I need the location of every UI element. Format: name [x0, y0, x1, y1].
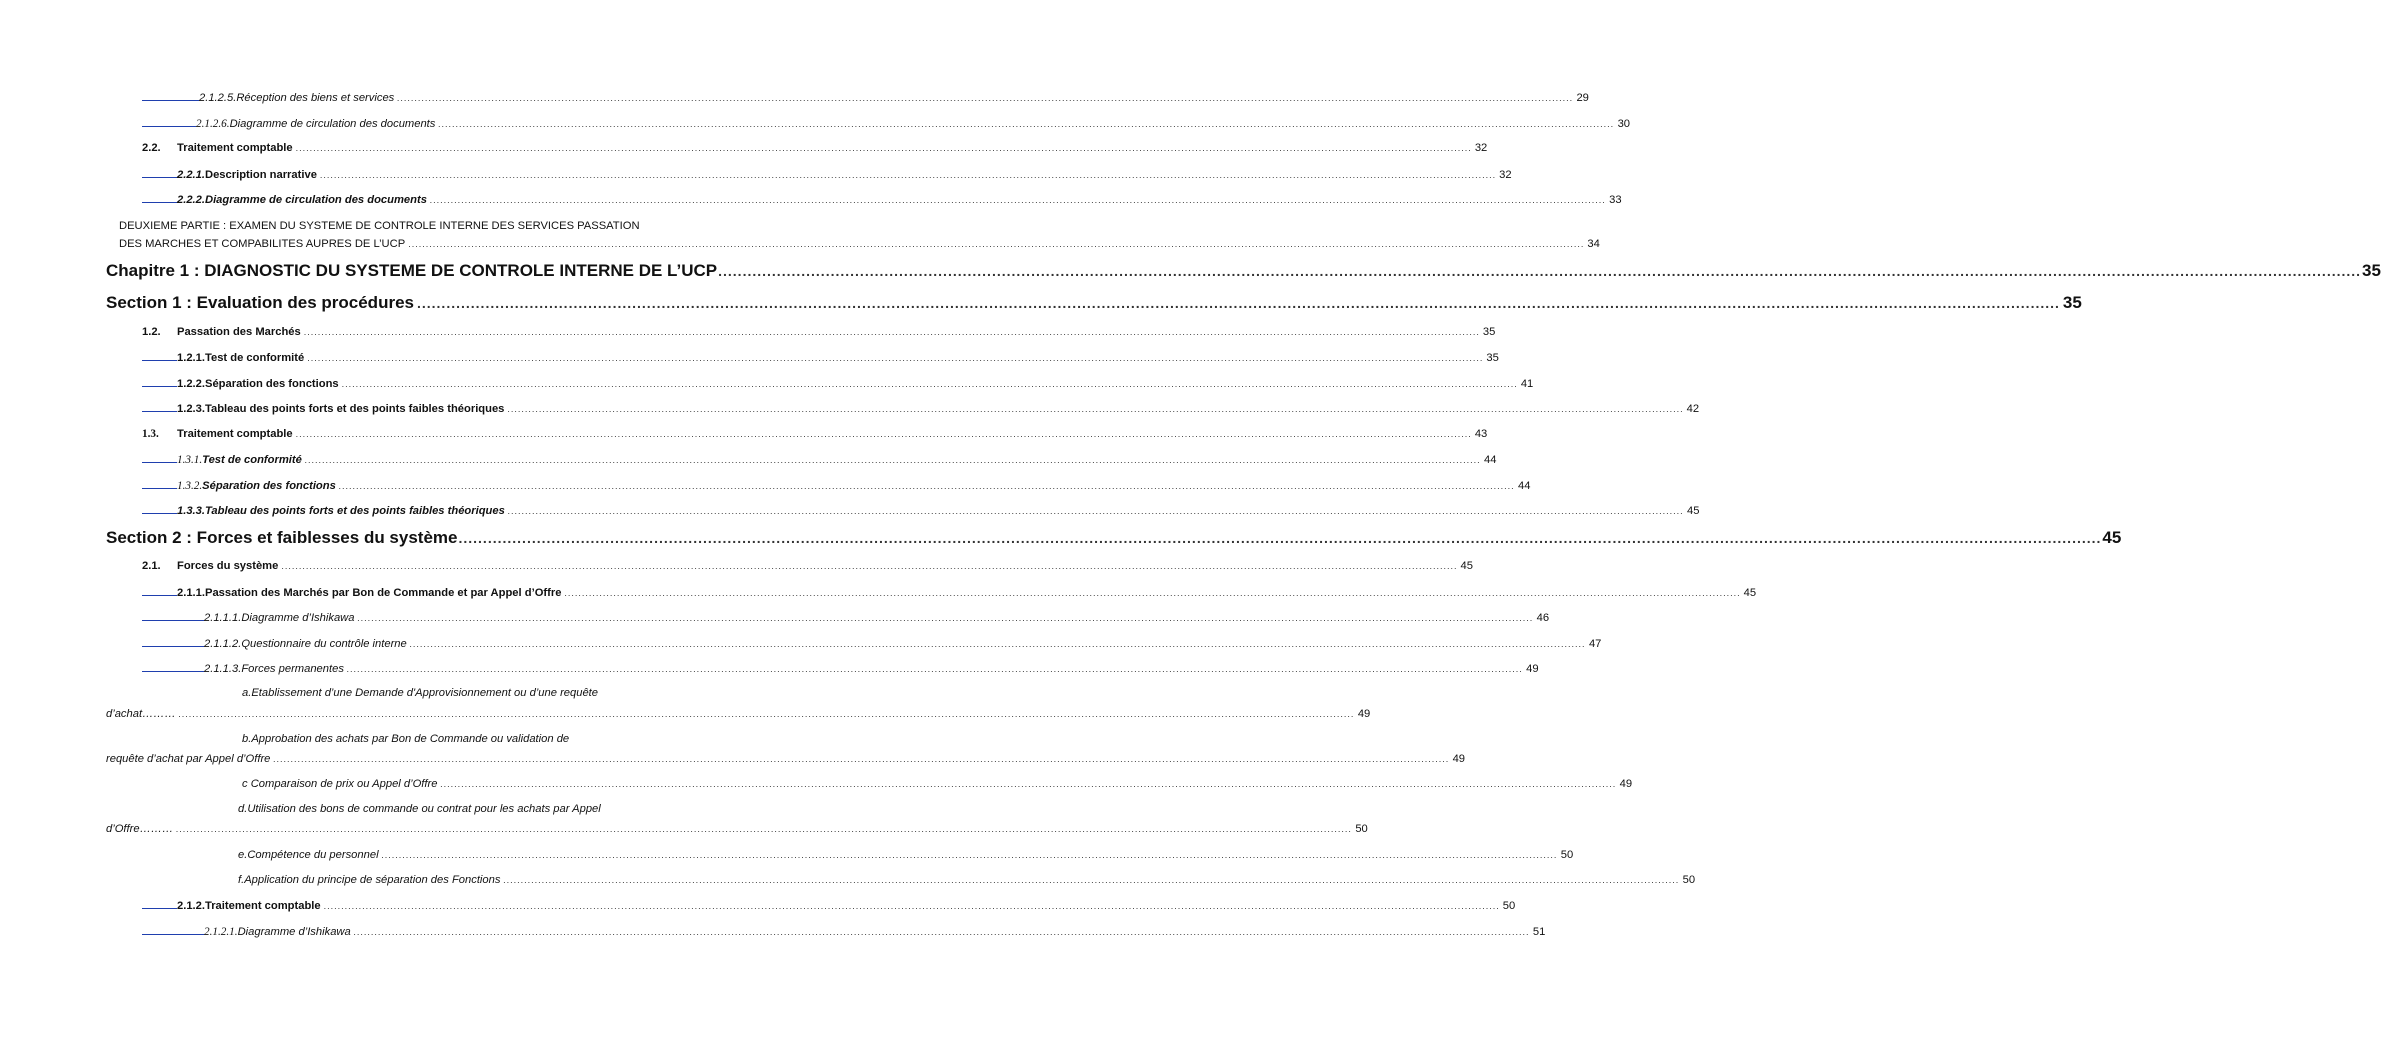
toc-item-b-line1[interactable]: b.Approbation des achats par Bon de Commande ou validation de [242, 733, 570, 745]
toc-entry[interactable] [142, 452, 1497, 467]
toc-entry-number: 2.2.1. [177, 169, 205, 181]
toc-page-number: 45 [1687, 505, 1700, 517]
toc-entry[interactable] [242, 777, 1633, 791]
toc-section[interactable] [106, 528, 2122, 548]
toc-page-number: 35 [2062, 293, 2082, 312]
toc-entry-label: 1.2.3.Tableau des points forts et des points faibles théoriques [177, 403, 505, 415]
toc-leader [142, 585, 177, 596]
toc-entry[interactable] [142, 376, 1534, 391]
toc-entry[interactable] [142, 585, 1757, 600]
toc-entry-label: DES MARCHES ET COMPABILITES AUPRES DE L’UCP [119, 238, 406, 250]
toc-page-number: 49 [1357, 708, 1371, 720]
toc-entry[interactable] [106, 822, 1368, 836]
toc-leader [142, 116, 196, 127]
toc-entry-label: Test de conformité [202, 454, 302, 466]
toc-entry-label: Chapitre 1 : DIAGNOSTIC DU SYSTEME DE CONTROLE INTERNE DE L’UCP [106, 261, 718, 280]
toc-entry-label: Passation des Marchés [177, 326, 301, 338]
toc-page-number: 49 [1619, 778, 1633, 790]
toc-entry-label: Traitement comptable [177, 142, 293, 154]
toc-entry-label: Séparation des fonctions [202, 480, 336, 492]
toc-entry-label: Diagramme de circulation des documents [229, 118, 436, 130]
toc-page-number: 32 [1474, 142, 1488, 154]
toc-page-number: 44 [1518, 480, 1531, 492]
toc-entry-number: 2.1.2.1. [204, 926, 238, 938]
toc-entry-label: f.Application du principe de séparation des Fonctions [238, 874, 501, 886]
toc-item-d-line1[interactable]: d.Utilisation des bons de commande ou contrat pour les achats par Appel [238, 803, 601, 815]
toc-entry-label: Forces du système [177, 560, 279, 572]
toc-entry-label: Traitement comptable [177, 428, 293, 440]
toc-entry-number: 2.2. [142, 142, 161, 154]
toc-chapter[interactable] [106, 261, 2381, 281]
toc-page-number: 50 [1355, 823, 1368, 835]
toc-entry-label: 2.1.1.3.Forces permanentes [204, 663, 344, 675]
toc-page-number: 34 [1587, 238, 1600, 250]
toc-entry-label: d’Offre……… [106, 823, 174, 835]
toc-entry[interactable] [142, 898, 1516, 913]
toc-leader [142, 661, 204, 672]
toc-page-number: 50 [1560, 849, 1574, 861]
toc-entry-label: 2.1.1.Passation des Marchés par Bon de Commande et par Appel d’Offre [177, 587, 562, 599]
toc-entry-label: d’achat……… [106, 708, 176, 720]
toc-entry-number: 1.2. [142, 326, 161, 338]
toc-page-number: 35 [1486, 352, 1499, 364]
toc-leader [142, 376, 177, 387]
toc-leader [142, 610, 204, 621]
toc-leader [142, 898, 177, 909]
toc-entry[interactable] [142, 116, 1631, 131]
toc-entry-label: 1.3.3.Tableau des points forts et des points faibles théoriques [177, 505, 505, 517]
toc-page-number: 49 [1452, 753, 1466, 765]
toc-entry-label: 2.1.2.5.Réception des biens et services [199, 92, 395, 104]
toc-page-number: 46 [1536, 612, 1550, 624]
toc-entry[interactable] [142, 167, 1512, 182]
toc-entry-label: Diagramme d’Ishikawa [237, 926, 351, 938]
toc-page-number: 30 [1617, 118, 1631, 130]
toc-page-number: 50 [1682, 874, 1696, 886]
toc-entry-number: 1.3.1. [177, 454, 203, 466]
toc-entry[interactable] [142, 192, 1622, 207]
toc-page-number: 32 [1499, 169, 1512, 181]
toc-leader [142, 167, 177, 178]
toc-page-number: 45 [1460, 560, 1473, 572]
toc-leader [142, 350, 177, 361]
toc-entry[interactable] [106, 752, 1466, 766]
toc-leader [142, 636, 204, 647]
toc-leader [142, 401, 177, 412]
toc-leader [142, 503, 177, 514]
toc-page-number: 33 [1609, 194, 1622, 206]
toc-entry-number: 2.1.2.6. [196, 118, 230, 130]
toc-entry-label: Section 2 : Forces et faiblesses du système [106, 528, 458, 547]
toc-entry[interactable] [238, 848, 1574, 862]
toc-entry[interactable] [119, 237, 1600, 251]
toc-entry-label: 2.1.2.Traitement comptable [177, 900, 321, 912]
toc-entry[interactable] [142, 401, 1700, 416]
toc-entry-label: 1.2.1.Test de conformité [177, 352, 305, 364]
toc-entry-label: e.Compétence du personnel [238, 849, 379, 861]
toc-entry[interactable] [142, 559, 1473, 573]
toc-entry-label: 2.1.1.1.Diagramme d’Ishikawa [204, 612, 355, 624]
toc-entry[interactable] [142, 924, 1546, 939]
toc-entry[interactable] [142, 661, 1539, 676]
toc-entry[interactable] [142, 141, 1488, 155]
toc-entry-label: c Comparaison de prix ou Appel d’Offre [242, 778, 438, 790]
toc-section[interactable] [106, 293, 2082, 313]
toc-page-number: 41 [1520, 378, 1534, 390]
toc-leader [142, 452, 177, 463]
toc-entry-label: 2.2.2.Diagramme de circulation des documents [177, 194, 427, 206]
toc-page-number: 35 [1482, 326, 1496, 338]
toc-page-number: 29 [1576, 92, 1589, 104]
toc-leader [142, 192, 177, 203]
toc-entry-number: 2.1. [142, 560, 161, 572]
toc-page-number: 43 [1474, 428, 1488, 440]
toc-leader [142, 478, 177, 489]
toc-entry-label: 2.1.1.2.Questionnaire du contrôle interne [204, 638, 407, 650]
toc-entry-label: requête d’achat par Appel d’Offre [106, 753, 271, 765]
toc-entry-number: 1.3.2. [177, 480, 203, 492]
toc-entry[interactable] [238, 873, 1696, 887]
toc-entry-label: Description narrative [205, 169, 317, 181]
toc-entry[interactable] [142, 478, 1531, 493]
toc-entry-label: 1.2.2.Séparation des fonctions [177, 378, 339, 390]
toc-entry[interactable] [142, 503, 1700, 518]
toc-page-number: 42 [1686, 403, 1700, 415]
toc-item-a-line1[interactable]: a.Etablissement d’une Demande d'Approvisionnement ou d’une requête [242, 687, 599, 699]
toc-page-number: 49 [1526, 663, 1539, 675]
toc-page-number: 51 [1532, 926, 1546, 938]
toc-entry[interactable] [142, 610, 1550, 625]
toc-entry[interactable] [142, 636, 1602, 651]
toc-entry[interactable] [106, 707, 1371, 721]
toc-leader [142, 90, 199, 101]
toc-part-heading-line1[interactable]: DEUXIEME PARTIE : EXAMEN DU SYSTEME DE CONTROLE INTERNE DES SERVICES PASSATION [119, 220, 640, 232]
toc-entry-number: 1.3. [142, 428, 159, 440]
toc-entry-label: Section 1 : Evaluation des procédures [106, 293, 414, 312]
toc-entry[interactable] [142, 350, 1499, 365]
toc-entry[interactable] [142, 90, 1589, 105]
toc-entry[interactable] [142, 325, 1496, 339]
toc-leader [142, 924, 204, 935]
toc-entry[interactable] [142, 427, 1488, 441]
toc-page-number: 47 [1588, 638, 1602, 650]
toc-page-number: 45 [2102, 528, 2122, 547]
toc-page-number: 45 [1743, 587, 1757, 599]
toc-page-number: 44 [1484, 454, 1497, 466]
toc-page-number: 50 [1502, 900, 1516, 912]
toc-page-number: 35 [2362, 261, 2381, 280]
